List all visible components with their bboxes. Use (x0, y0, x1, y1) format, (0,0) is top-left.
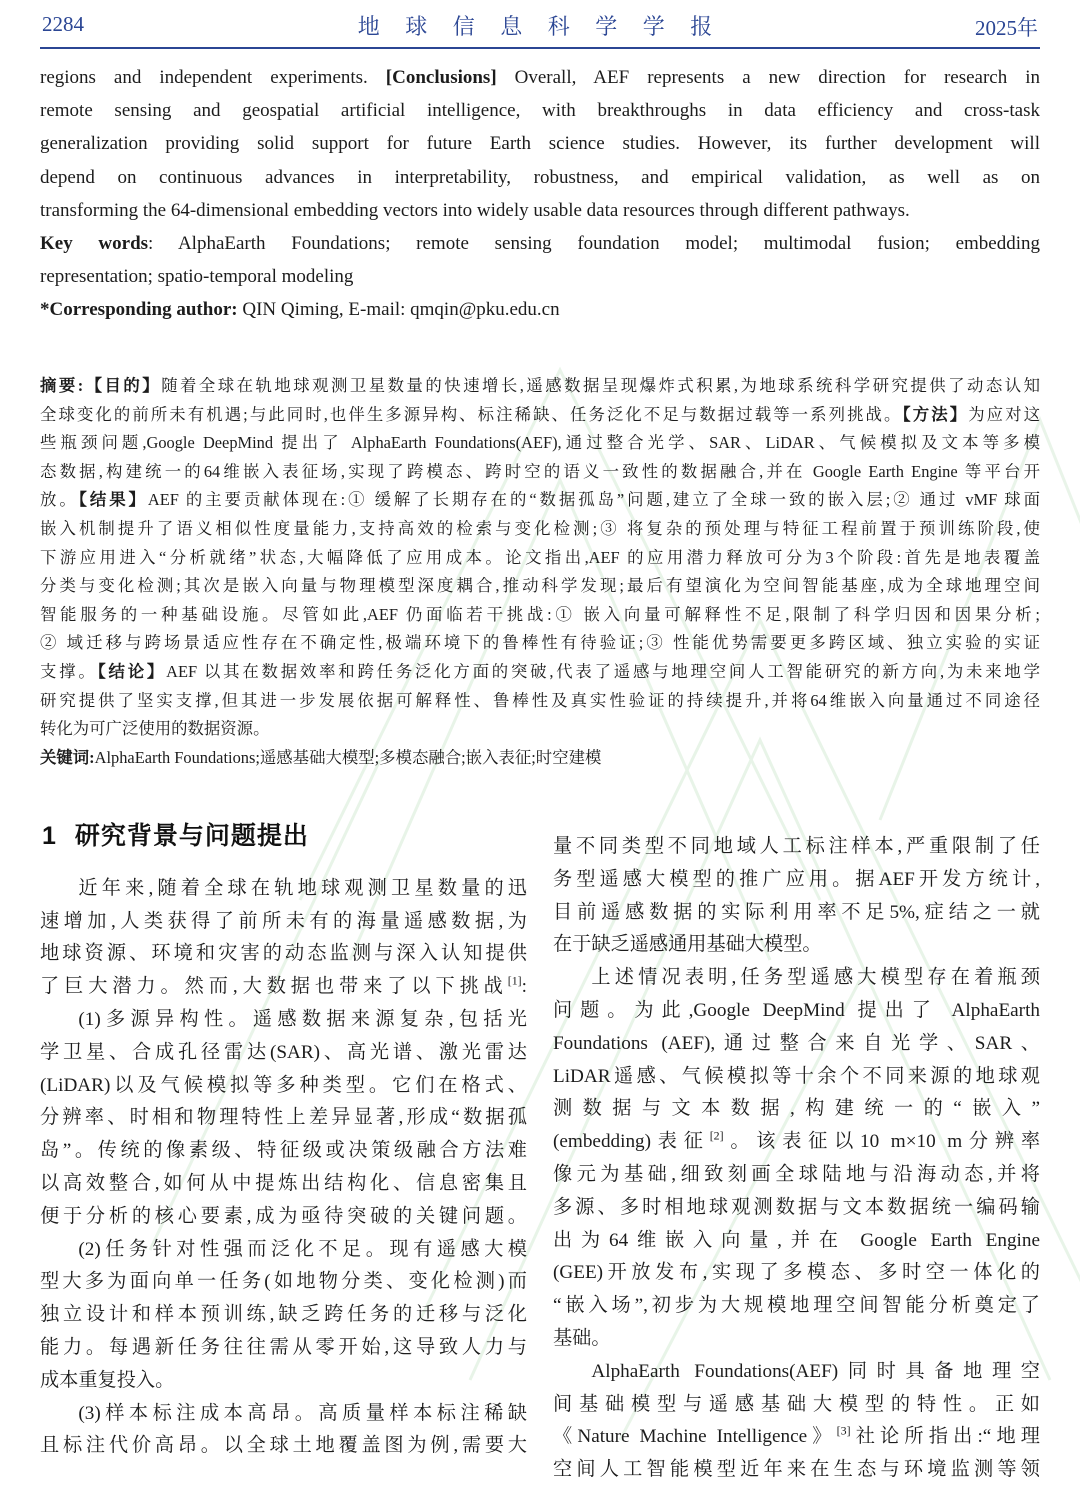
text-line: *Corresponding author: QIN Qiming, E-mail: qmqin@pku.edu.cn (40, 299, 560, 321)
text-line: 分类与变化检测;其次是嵌入向量与物理模型深度耦合,推动科学发现;最后有望演化为空间智能基座,成为全球地理空间 (40, 576, 1040, 596)
text-line: 了巨大潜力。然而,大数据也带来了以下挑战[1]: (40, 973, 527, 998)
text-line: remote sensing and geospatial artificial intelligence, with breakthroughs in data efficiency and cross-task (40, 100, 1040, 122)
left-column-text (40, 873, 527, 1463)
text-line: Foundations (AEF),通过整合来自光学、SAR、 (553, 1032, 1040, 1054)
text-line: 转化为可广泛使用的数据资源。 (40, 719, 270, 739)
text-line: 像元为基础,细致刻画全球陆地与沿海动态,并将 (553, 1163, 1040, 1185)
text-line: 地球资源、环境和灾害的动态监测与深入认知提供 (40, 943, 527, 965)
text-line: AlphaEarth Foundations(AEF)同时具备地理空 (591, 1360, 1040, 1382)
text-line: 岛”。传统的像素级、特征级或决策级融合方法难 (40, 1140, 527, 1162)
text-line: LiDAR遥感、气候模拟等十余个不同来源的地球观 (553, 1065, 1040, 1087)
year-label: 2025年 (975, 16, 1038, 40)
page-number: 2284 (42, 12, 84, 36)
english-abstract (40, 61, 1040, 327)
text-line: 嵌入机制提升了语义相似性度量能力,支持高效的检索与变化检测;③ 将复杂的预处理与特征工程前置于预训练阶段,使 (40, 518, 1041, 538)
text-line: depend on continuous advances in interpretability, robustness, and empirical validation, as well as on (40, 166, 1040, 188)
text-line: 摘要:【目的】随着全球在轨地球观测卫星数量的快速增长,遥感数据呈现爆炸式积累,为地球系统科学研究提供了动态认知 (40, 376, 1040, 395)
text-line: (1)多源异构性。遥感数据来源复杂,包括光 (78, 1008, 527, 1030)
body-columns (40, 818, 1040, 1486)
text-line: 在于缺乏遥感通用基础大模型。 (553, 934, 822, 956)
text-line: 速增加,人类获得了前所未有的海量遥感数据,为 (40, 910, 527, 932)
text-line: 成本重复投入。 (40, 1369, 175, 1391)
text-line: 多源、多时相地球观测数据与文本数据统一编码输 (553, 1196, 1040, 1218)
text-line: ② 域迁移与跨场景适应性存在不确定性,极端环境下的鲁棒性有待验证;③ 性能优势需要更多跨区域、独立实验的实证 (40, 633, 1040, 653)
text-line: transforming the 64-dimensional embedding vectors into widely usable data resources through different pathways. (40, 199, 910, 221)
text-line: 空间人工智能模型近年来在生态与环境监测等领 (553, 1459, 1040, 1481)
text-line: 《Nature Machine Intelligence》[3]社论所指出:“地理 (553, 1423, 1040, 1448)
text-line: (embedding)表征[2]。该表征以10 m×10 m分辨率 (553, 1128, 1041, 1153)
text-line: 务型遥感大模型的推广应用。据AEF开发方统计, (553, 868, 1040, 890)
text-line: 支撑。【结论】AEF 以其在数据效率和跨任务泛化方面的突破,代表了遥感与地理空间人工智能研究的新方向,为未来地学 (40, 661, 1040, 681)
page-header (42, 10, 1038, 44)
text-line: 出为64维嵌入向量,并在 Google Earth Engine (553, 1229, 1040, 1251)
section-number: 1 (42, 822, 57, 850)
text-line: 间基础模型与遥感基础大模型的特性。正如 (553, 1393, 1040, 1415)
chinese-abstract (40, 372, 1040, 772)
text-line: 近年来,随着全球在轨地球观测卫星数量的迅 (78, 877, 527, 899)
section-heading (42, 820, 527, 853)
right-column-text (553, 831, 1040, 1487)
text-line: 智能服务的一种基础设施。尽管如此,AEF 仍面临若干挑战:① 嵌入向量可解释性不足,限制了科学归因和因果分析; (40, 604, 1040, 624)
right-column (553, 818, 1040, 1486)
header-rule (40, 47, 1040, 49)
text-line: 型大多为面向单一任务(如地物分类、变化检测)而 (40, 1271, 527, 1293)
text-line: 研究提供了坚实支撑,但其进一步发展依据可解释性、鲁棒性及真实性验证的持续提升,并将64维嵌入向量通过不同途径 (40, 690, 1040, 710)
text-line: 量不同类型不同地域人工标注样本,严重限制了任 (553, 836, 1040, 857)
text-line: 些瓶颈问题,Google DeepMind 提出了 AlphaEarth Foundations(AEF),通过整合光学、SAR、LiDAR、气候模拟及文本等多模 (40, 433, 1040, 453)
text-line: (3)样本标注成本高昂。高质量样本标注稀缺 (78, 1402, 527, 1424)
text-line: regions and independent experiments. [Conclusions] Overall, AEF represents a new direction for research in (40, 67, 1040, 88)
text-line: (2)任务针对性强而泛化不足。现有遥感大模 (78, 1238, 527, 1260)
section-title: 研究背景与问题提出 (74, 822, 309, 850)
text-line: 基础。 (553, 1327, 611, 1349)
text-line: generalization providing solid support for future Earth science studies. However, its further development will (40, 133, 1040, 155)
text-line: Key words: AlphaEarth Foundations; remote sensing foundation model; multimodal fusion; embedding (40, 233, 1041, 255)
text-line: 以高效整合,如何从中提炼出结构化、信息密集且 (40, 1172, 527, 1194)
text-line: 目前遥感数据的实际利用率不足5%,症结之一就 (553, 901, 1040, 923)
text-line: (LiDAR)以及气候模拟等多种类型。它们在格式、 (40, 1074, 527, 1096)
text-line: 关键词:AlphaEarth Foundations;遥感基础大模型;多模态融合;嵌入表征;时空建模 (40, 747, 602, 767)
text-line: 且标注代价高昂。以全球土地覆盖图为例,需要大 (40, 1435, 527, 1457)
text-line: 态数据,构建统一的64维嵌入表征场,实现了跨模态、跨时空的语义一致性的数据融合,并在 Google Earth Engine 等平台开 (40, 461, 1040, 481)
text-line: 测数据与文本数据,构建统一的“嵌入” (553, 1098, 1040, 1120)
text-line: 便于分析的核心要素,成为亟待突破的关键问题。 (40, 1205, 527, 1227)
text-line: 放。【结果】AEF 的主要贡献体现在:① 缓解了长期存在的“数据孤岛”问题,建立了全球一致的嵌入层;② 通过 vMF 球面 (40, 490, 1041, 510)
journal-title: 地 球 信 息 科 学 学 报 (357, 14, 723, 39)
text-line: 下游应用进入“分析就绪”状态,大幅降低了应用成本。论文指出,AEF 的应用潜力释放可分为3个阶段:首先是地表覆盖 (40, 547, 1040, 567)
text-line: 学卫星、合成孔径雷达(SAR)、高光谱、激光雷达 (40, 1041, 527, 1063)
text-line: 问题。为此,Google DeepMind 提出了 AlphaEarth (553, 999, 1040, 1021)
text-line: 分辨率、时相和物理特性上差异显著,形成“数据孤 (40, 1107, 527, 1129)
text-line: 能力。每遇新任务往往需从零开始,这导致人力与 (40, 1336, 527, 1358)
text-line: representation; spatio-temporal modeling (40, 266, 354, 288)
text-line: (GEE)开放发布,实现了多模态、多时空一体化的 (553, 1262, 1040, 1284)
text-line: 独立设计和样本预训练,缺乏跨任务的迁移与泛化 (40, 1304, 527, 1326)
left-column (40, 818, 527, 1486)
text-line: “嵌入场”,初步为大规模地理空间智能分析奠定了 (553, 1295, 1040, 1317)
text-line: 上述情况表明,任务型遥感大模型存在着瓶颈 (591, 967, 1040, 989)
text-line: 全球变化的前所未有机遇;与此同时,也伴生多源异构、标注稀缺、任务泛化不足与数据过载等一系列挑战。【方法】为应对这 (40, 404, 1040, 424)
